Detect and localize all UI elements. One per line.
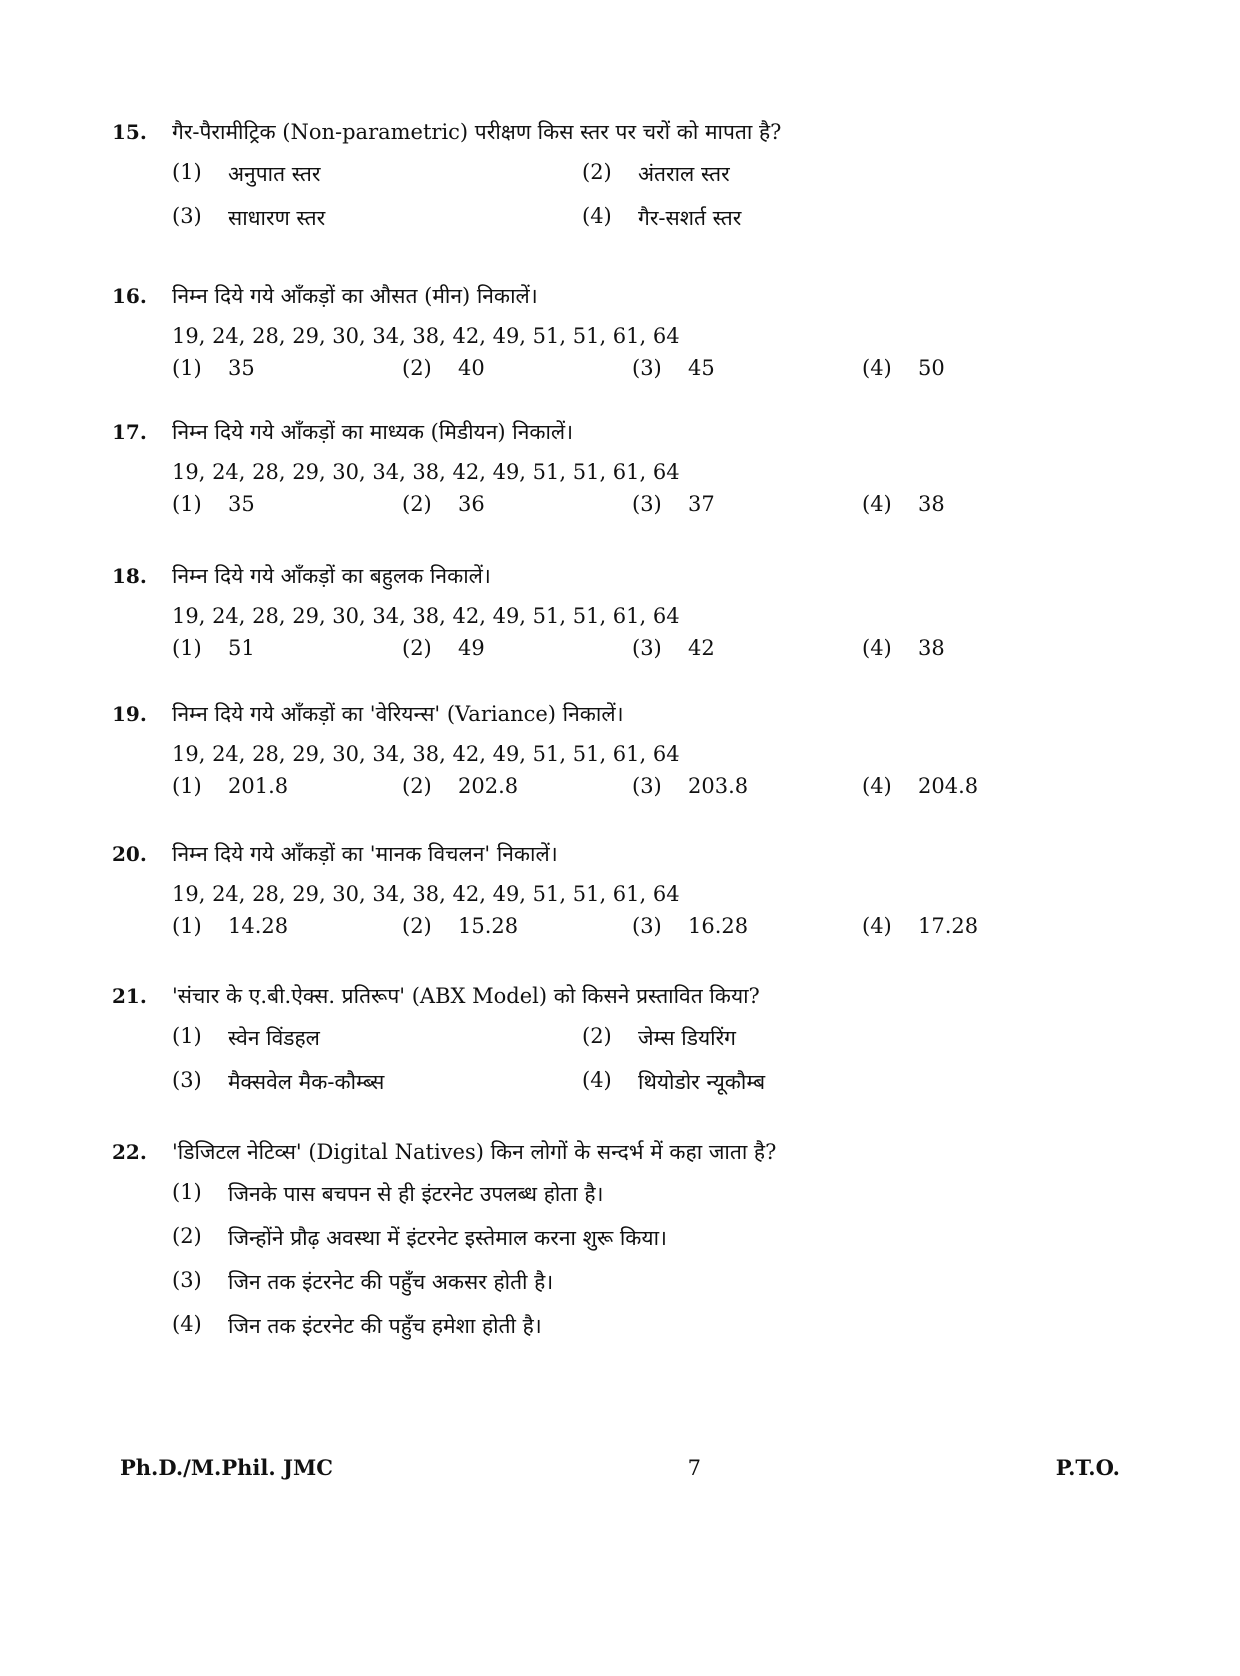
data-series: 19, 24, 28, 29, 30, 34, 38, 42, 49, 51, 51, 61, 64 [172,460,680,484]
option-4: (4) 38 [862,636,945,660]
data-series: 19, 24, 28, 29, 30, 34, 38, 42, 49, 51, 51, 61, 64 [172,742,680,766]
question-number: 15. [112,120,147,144]
option-1: (1) अनुपात स्तर [172,160,321,186]
data-series: 19, 24, 28, 29, 30, 34, 38, 42, 49, 51, 51, 61, 64 [172,604,680,628]
question-text: 'डिजिटल नेटिव्स' (Digital Natives) किन लोगों के सन्दर्भ में कहा जाता है? [172,1140,777,1164]
option-2: (2) जिन्होंने प्रौढ़ अवस्था में इंटरनेट इस्तेमाल करना शुरू किया। [172,1224,668,1250]
option-1: (1) 201.8 [172,774,289,798]
question-text: गैर-पैरामीट्रिक (Non-parametric) परीक्षण किस स्तर पर चरों को मापता है? [172,120,782,144]
options [172,160,1032,232]
options [172,356,1032,380]
option-3: (3) साधारण स्तर [172,204,326,230]
question-number: 21. [112,984,147,1008]
option-2: (2) 202.8 [402,774,519,798]
option-3: (3) 16.28 [632,914,749,938]
question-number: 16. [112,284,147,308]
question-18 [112,562,1032,660]
option-3: (3) 42 [632,636,715,660]
option-1: (1) 51 [172,636,255,660]
exam-code: Ph.D./M.Phil. JMC [120,1455,333,1480]
question-text: निम्न दिये गये आँकड़ों का औसत (मीन) निकालें। [172,284,538,308]
question-21 [112,982,1032,1096]
option-1: (1) 35 [172,492,255,516]
options [172,774,1032,798]
option-4: (4) 50 [862,356,945,380]
question-text: निम्न दिये गये आँकड़ों का 'वेरियन्स' (Variance) निकालें। [172,702,624,726]
option-3: (3) मैक्सवेल मैक-कौम्ब्स [172,1068,385,1094]
pto-label: P.T.O. [1055,1455,1120,1480]
question-22 [112,1138,1032,1340]
option-3: (3) 45 [632,356,715,380]
options [172,1180,1032,1340]
page-number: 7 [687,1456,702,1480]
question-text: 'संचार के ए.बी.ऐक्स. प्रतिरूप' (ABX Model) को किसने प्रस्तावित किया? [172,984,760,1008]
page-footer [120,1455,1120,1480]
option-2: (2) 15.28 [402,914,519,938]
question-15 [112,118,1032,232]
question-number: 18. [112,564,147,588]
option-4: (4) 204.8 [862,774,979,798]
question-text: निम्न दिये गये आँकड़ों का 'मानक विचलन' निकालें। [172,842,558,866]
option-4: (4) थियोडोर न्यूकौम्ब [582,1068,766,1094]
data-series: 19, 24, 28, 29, 30, 34, 38, 42, 49, 51, 51, 61, 64 [172,324,680,348]
option-3: (3) जिन तक इंटरनेट की पहुँच अकसर होती है। [172,1268,554,1294]
option-2: (2) जेम्स डियरिंग [582,1024,736,1050]
option-1: (1) 35 [172,356,255,380]
question-17 [112,418,1032,516]
options [172,492,1032,516]
option-1: (1) स्वेन विंडहल [172,1024,320,1050]
question-20 [112,840,1032,938]
option-2: (2) 40 [402,356,485,380]
option-2: (2) 36 [402,492,485,516]
question-number: 17. [112,420,147,444]
option-1: (1) जिनके पास बचपन से ही इंटरनेट उपलब्ध होता है। [172,1180,604,1206]
question-text: निम्न दिये गये आँकड़ों का माध्यक (मिडीयन) निकालें। [172,420,574,444]
option-3: (3) 37 [632,492,715,516]
options [172,914,1032,938]
question-text: निम्न दिये गये आँकड़ों का बहुलक निकालें। [172,564,491,588]
option-3: (3) 203.8 [632,774,749,798]
question-number: 19. [112,702,147,726]
question-16 [112,282,1032,380]
options [172,636,1032,660]
option-2: (2) अंतराल स्तर [582,160,730,186]
option-4: (4) जिन तक इंटरनेट की पहुँच हमेशा होती है। [172,1312,542,1338]
option-4: (4) 17.28 [862,914,979,938]
data-series: 19, 24, 28, 29, 30, 34, 38, 42, 49, 51, 51, 61, 64 [172,882,680,906]
options [172,1024,1032,1096]
question-number: 22. [112,1140,147,1164]
option-4: (4) 38 [862,492,945,516]
question-19 [112,700,1032,798]
question-number: 20. [112,842,147,866]
option-1: (1) 14.28 [172,914,289,938]
option-2: (2) 49 [402,636,485,660]
option-4: (4) गैर-सशर्त स्तर [582,204,742,230]
